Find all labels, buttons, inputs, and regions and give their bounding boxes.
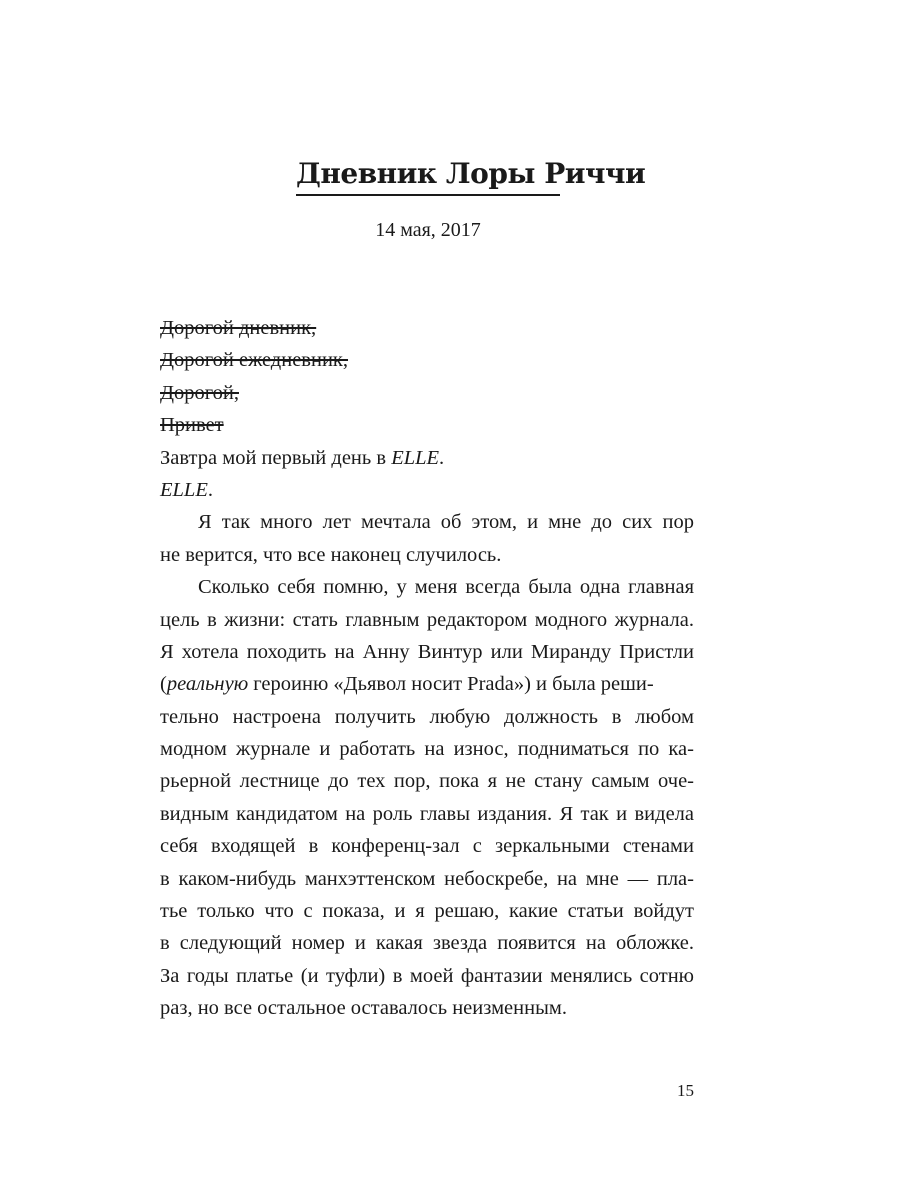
text-period-2: .: [207, 478, 213, 501]
paragraph2-line-6: модном журнале и работать на износ, подниматься по ка-: [160, 738, 694, 761]
text-tomorrow-prefix: Завтра мой первый день в: [160, 446, 392, 469]
paragraph1-line-1: Я так много лет мечтала об этом, и мне до сих пор: [198, 511, 694, 534]
entry-date: 14 мая, 2017: [375, 219, 481, 241]
paragraph2-line-8: видным кандидатом на роль главы издания. Я так и видела: [160, 802, 694, 825]
paragraph2-line-4: [160, 668, 694, 700]
page-number: 15: [677, 1081, 694, 1100]
paragraph2-line-9: себя входящей в конференц-зал с зеркальными стенами: [160, 835, 694, 858]
text-period: .: [439, 446, 445, 469]
paragraph2-line-11: тье только что с показа, и я решаю, какие статьи войдут: [160, 900, 694, 923]
struck-salutation-1: Дорогой дневник,: [160, 317, 317, 339]
struck-salutation-2: Дорогой ежедневник,: [160, 349, 349, 372]
line-tomorrow: [160, 442, 694, 474]
paragraph2-line-1: Сколько себя помню, у меня всегда была одна главная: [198, 576, 694, 599]
paragraph2-line-5: тельно настроена получить любую должность в любом: [160, 705, 694, 728]
line-elle: [160, 474, 694, 506]
paragraph2-line-13: За годы платье (и туфли) в моей фантазии менялись сотню: [160, 964, 694, 987]
text-elle-italic: ELLE: [391, 446, 440, 469]
paragraph2-line-12: в следующий номер и какая звезда появится на обложке.: [160, 932, 694, 955]
text-paren-open: (: [160, 673, 167, 696]
paragraph1-line-2: не верится, что все наконец случилось.: [160, 543, 502, 566]
text-realnuyu-italic: реальную: [166, 673, 249, 696]
title-underline: [296, 194, 560, 196]
text-elle-italic-2: ELLE: [160, 478, 208, 501]
paragraph2-line-10: в каком-нибудь манхэттенском небоскребе, на мне — пла-: [160, 867, 694, 890]
paragraph2-line-7: рьерной лестнице до тех пор, пока я не стану самым оче-: [160, 770, 694, 793]
paragraph2-line-2: цель в жизни: стать главным редактором модного журнала.: [160, 608, 694, 631]
text-line4-rest: героиню «Дьявол носит Prada») и была реши-: [248, 673, 654, 696]
chapter-title: Дневник Лоры Риччи: [296, 157, 646, 190]
diary-body: [160, 312, 694, 1025]
struck-salutation-3: Дорогой,: [160, 381, 239, 404]
paragraph2-line-14: раз, но все остальное оставалось неизменным.: [160, 997, 567, 1020]
struck-salutation-4: Привет: [160, 414, 224, 437]
paragraph2-line-3: Я хотела походить на Анну Винтур или Миранду Пристли: [160, 640, 694, 663]
